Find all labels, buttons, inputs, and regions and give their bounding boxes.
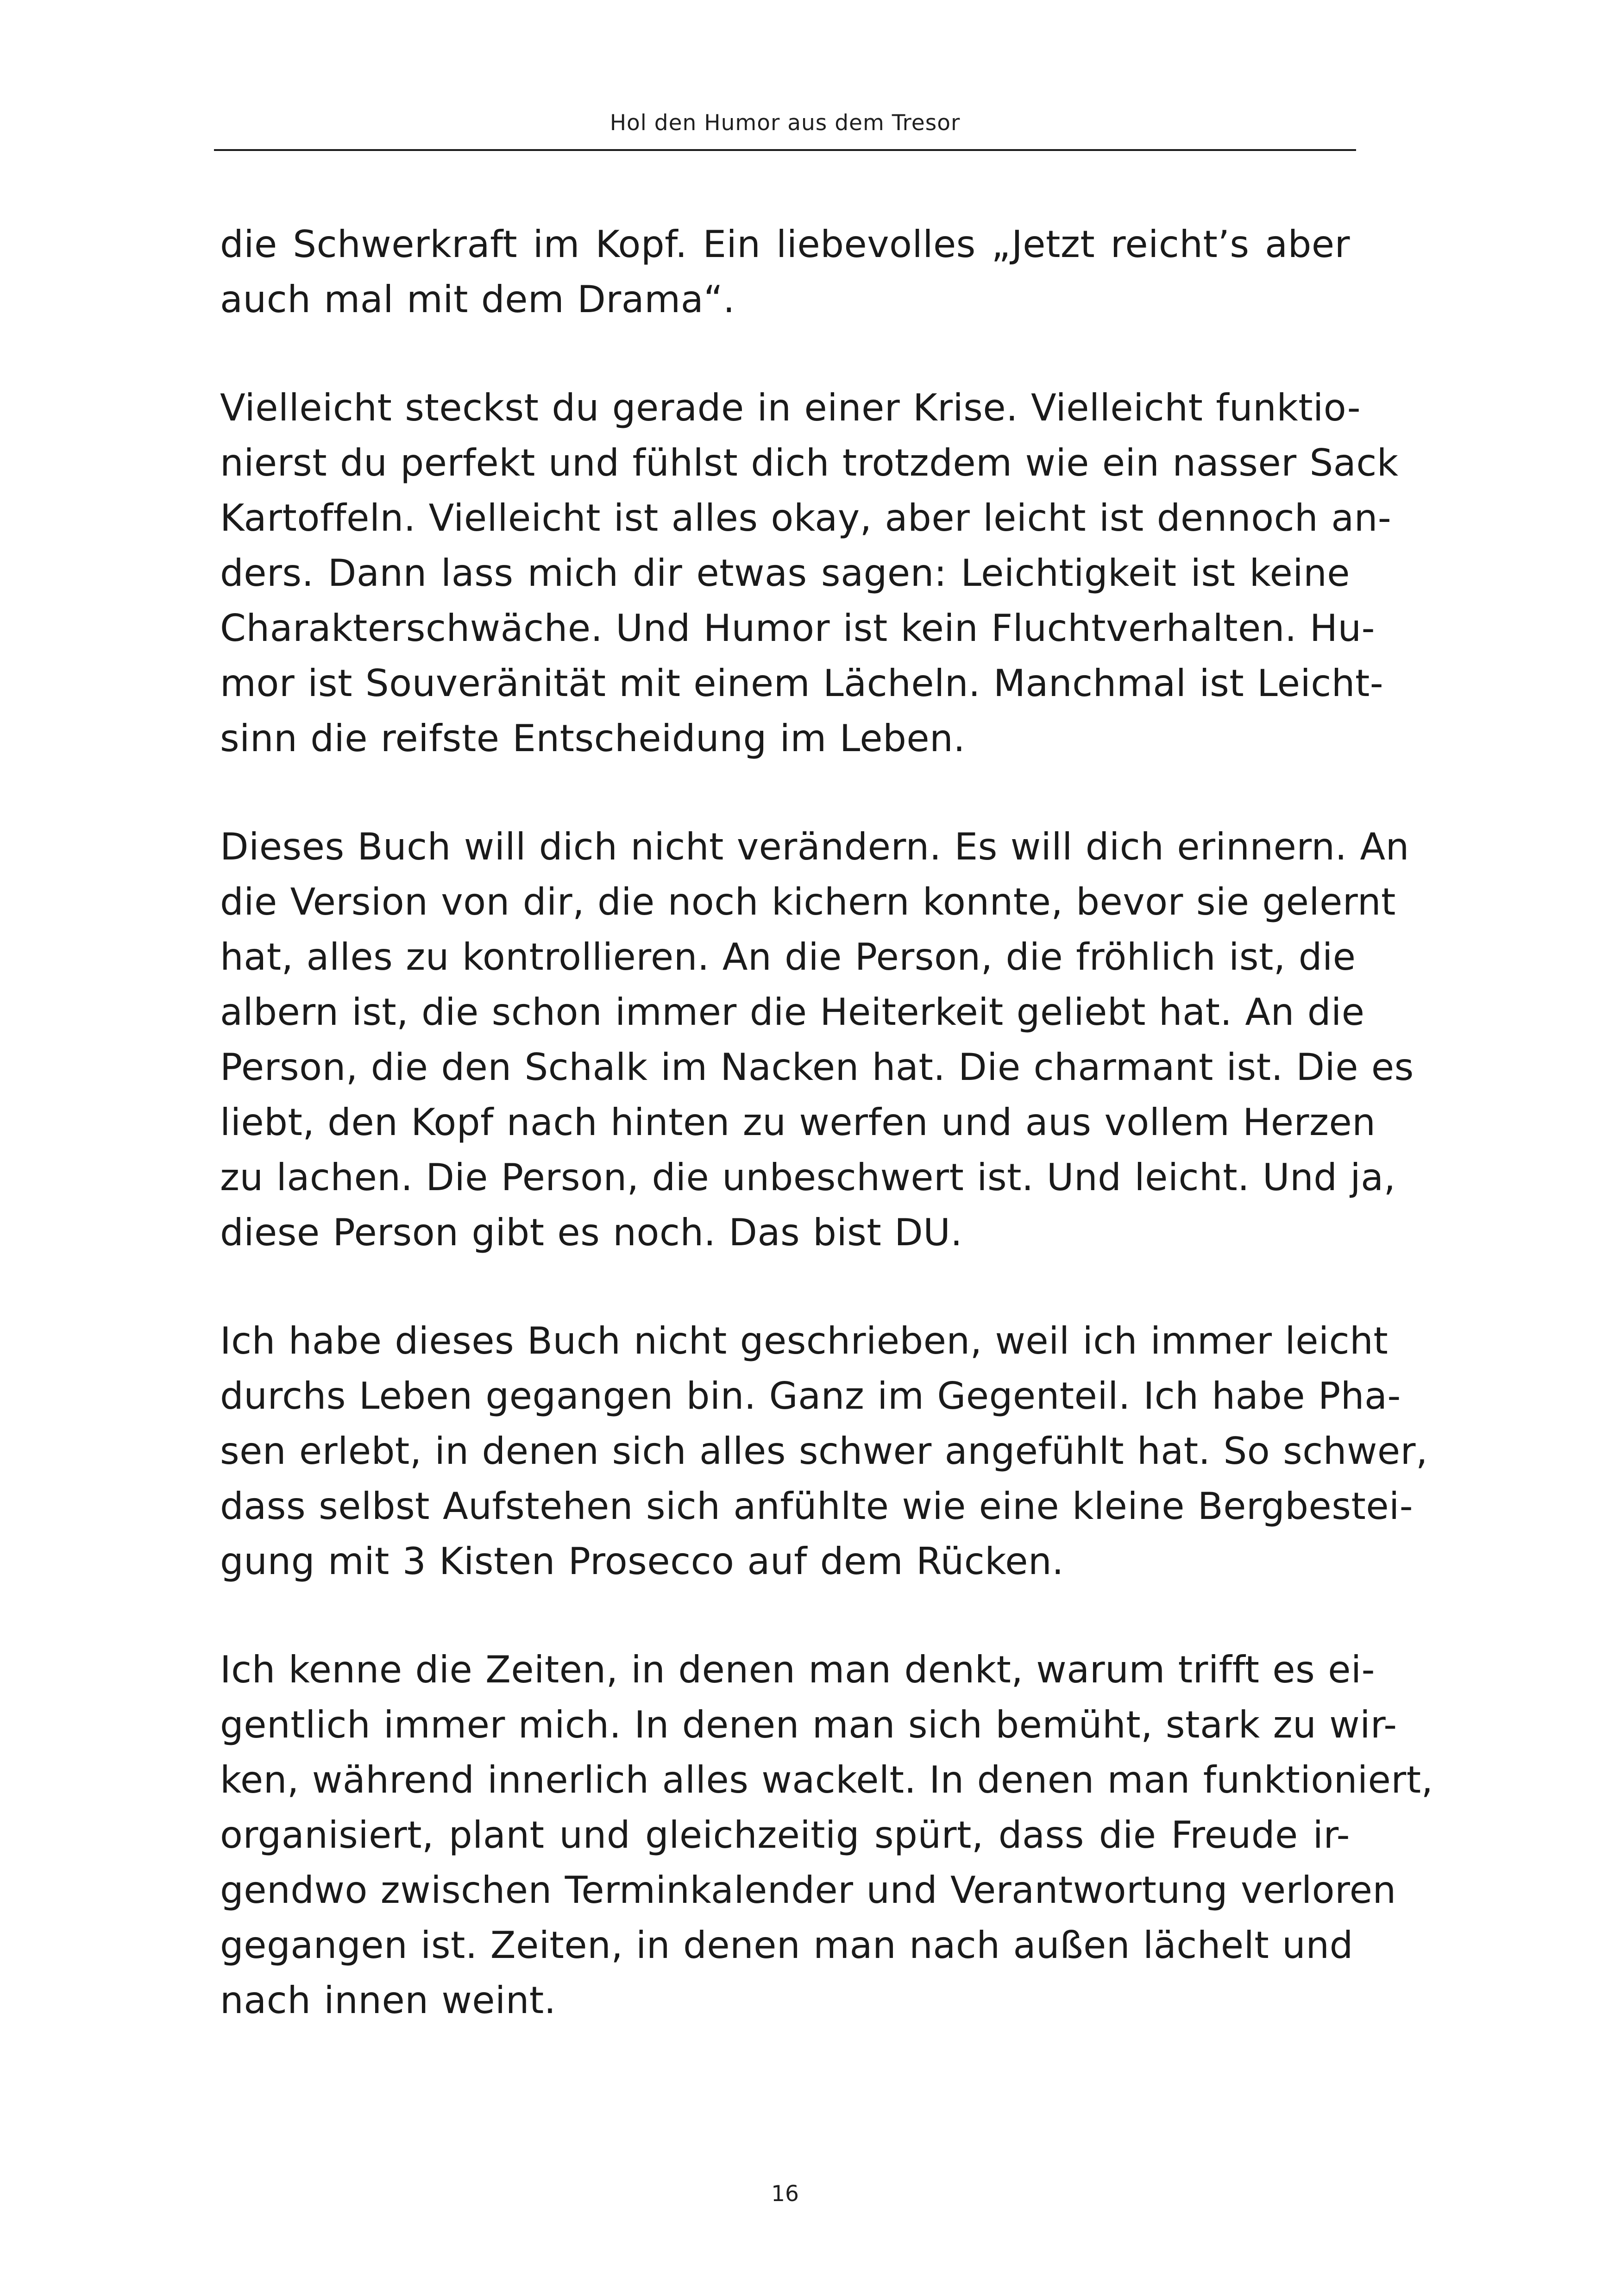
text-line: Kartoffeln. Vielleicht ist alles okay, aber leicht ist dennoch an- <box>220 496 1392 539</box>
body-text <box>220 217 1433 2081</box>
text-line: zu lachen. Die Person, die unbeschwert ist. Und leicht. Und ja, <box>220 1156 1396 1199</box>
text-line: durchs Leben gegangen bin. Ganz im Gegenteil. Ich habe Pha- <box>220 1374 1401 1418</box>
paragraph-1 <box>220 217 1350 327</box>
text-line: diese Person gibt es noch. Das bist DU. <box>220 1211 963 1254</box>
text-line: sinn die reifste Entscheidung im Leben. <box>220 717 966 760</box>
paragraph-2 <box>220 380 1399 766</box>
text-line: die Schwerkraft im Kopf. Ein liebevolles „Jetzt reicht’s aber <box>220 223 1350 266</box>
text-line: die Version von dir, die noch kichern konnte, bevor sie gelernt <box>220 880 1396 923</box>
text-line: hat, alles zu kontrollieren. An die Person, die fröhlich ist, die <box>220 935 1356 979</box>
text-line: dass selbst Aufstehen sich anfühlte wie eine kleine Bergbestei- <box>220 1485 1414 1528</box>
paragraph-3 <box>220 819 1414 1260</box>
paragraph-4 <box>220 1313 1428 1589</box>
text-line: gegangen ist. Zeiten, in denen man nach außen lächelt und <box>220 1924 1353 1967</box>
running-header-title: Hol den Humor aus dem Tresor <box>609 110 961 136</box>
text-line: gentlich immer mich. In denen man sich bemüht, stark zu wir- <box>220 1703 1397 1746</box>
text-line: ken, während innerlich alles wackelt. In denen man funktioniert, <box>220 1758 1433 1801</box>
text-line: nach innen weint. <box>220 1979 556 2022</box>
text-line: Ich habe dieses Buch nicht geschrieben, weil ich immer leicht <box>220 1319 1389 1362</box>
text-line: albern ist, die schon immer die Heiterkeit geliebt hat. An die <box>220 991 1365 1034</box>
text-line: nierst du perfekt und fühlst dich trotzdem wie ein nasser Sack <box>220 441 1399 484</box>
text-line: gendwo zwischen Terminkalender und Verantwortung verloren <box>220 1869 1396 1912</box>
text-line: liebt, den Kopf nach hinten zu werfen und aus vollem Herzen <box>220 1101 1376 1144</box>
text-line: organisiert, plant und gleichzeitig spürt, dass die Freude ir- <box>220 1813 1350 1857</box>
text-line: Charakterschwäche. Und Humor ist kein Fluchtverhalten. Hu- <box>220 607 1376 650</box>
text-line: ders. Dann lass mich dir etwas sagen: Leichtigkeit ist keine <box>220 552 1350 595</box>
text-line: gung mit 3 Kisten Prosecco auf dem Rücken. <box>220 1540 1064 1583</box>
text-line: mor ist Souveränität mit einem Lächeln. Manchmal ist Leicht- <box>220 662 1384 705</box>
page-number: 16 <box>771 2181 799 2207</box>
paragraph-5 <box>220 1642 1433 2028</box>
text-line: Vielleicht steckst du gerade in einer Krise. Vielleicht funktio- <box>220 386 1361 429</box>
text-line: Person, die den Schalk im Nacken hat. Die charmant ist. Die es <box>220 1046 1414 1089</box>
text-line: Ich kenne die Zeiten, in denen man denkt, warum trifft es ei- <box>220 1648 1376 1691</box>
text-line: Dieses Buch will dich nicht verändern. Es will dich erinnern. An <box>220 825 1409 868</box>
text-line: sen erlebt, in denen sich alles schwer angefühlt hat. So schwer, <box>220 1430 1428 1473</box>
text-line: auch mal mit dem Drama“. <box>220 278 735 321</box>
header-rule <box>214 149 1356 151</box>
